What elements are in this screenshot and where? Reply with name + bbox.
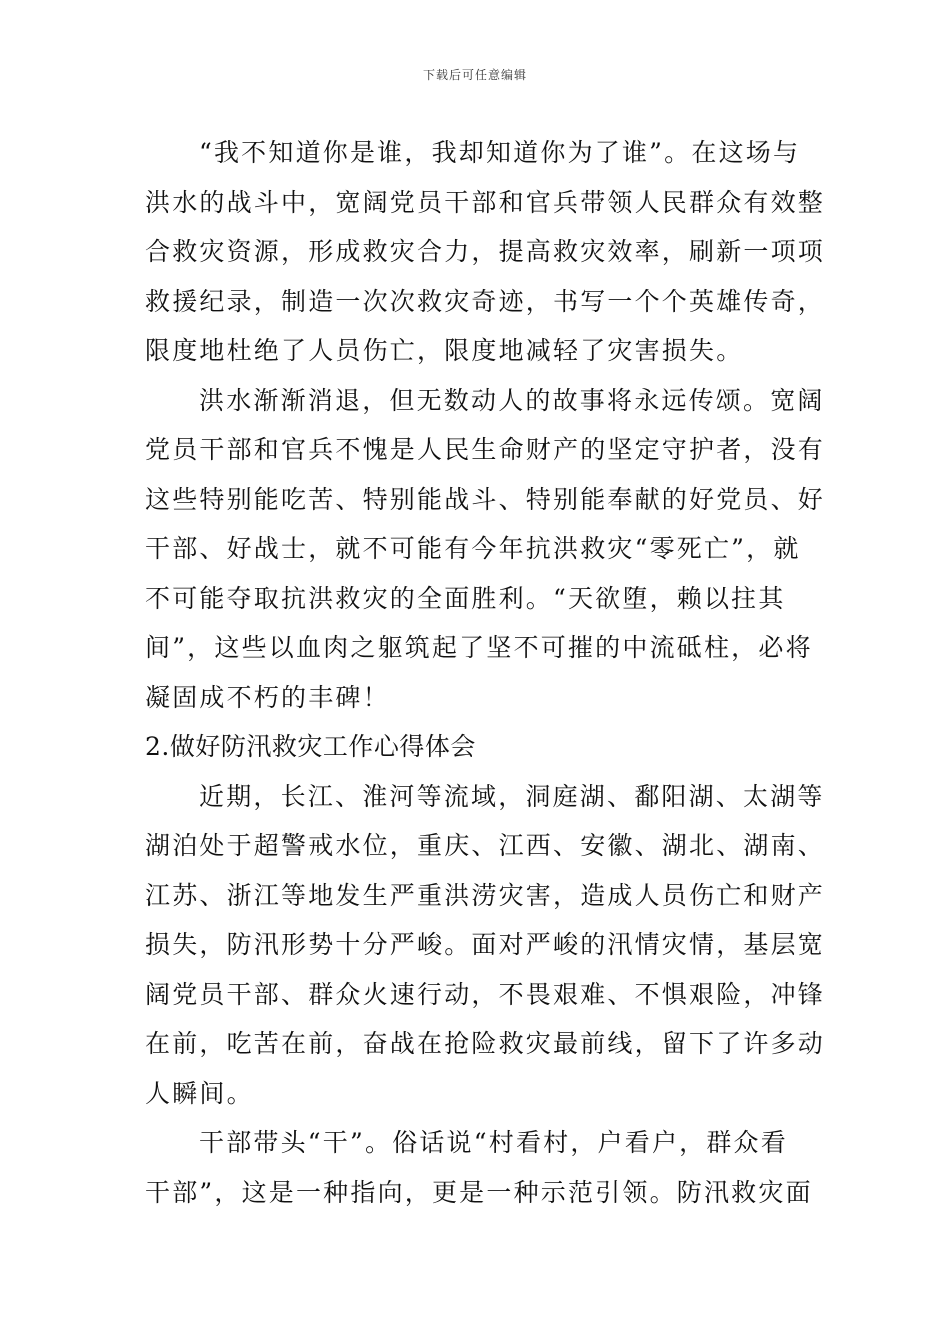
text-line: 损失，防汛形势十分严峻。面对严峻的汛情灾情，基层宽: [145, 930, 826, 959]
text-line: 人瞬间。: [145, 1078, 254, 1108]
text-line: 限度地杜绝了人员伤亡，限度地减轻了灾害损失。: [145, 336, 744, 365]
text-line: 合救灾资源，形成救灾合力，提高救灾效率，刷新一项项: [145, 237, 826, 266]
text-line: 凝固成不朽的丰碑！: [145, 682, 390, 712]
text-line: 湖泊处于超警戒水位，重庆、江西、安徽、湖北、湖南、: [145, 831, 826, 860]
text-line: 阔党员干部、群众火速行动，不畏艰难、不惧艰险，冲锋: [145, 979, 826, 1009]
section-heading: 2.做好防汛救灾工作心得体会: [145, 732, 476, 761]
text-line: 救援纪录，制造一次次救灾奇迹，书写一个个英雄传奇，: [145, 286, 826, 316]
text-line: 近期，长江、淮河等流域，洞庭湖、鄱阳湖、太湖等: [199, 781, 825, 811]
text-line: 干部、好战士，就不可能有今年抗洪救灾“零死亡”，就: [145, 534, 801, 563]
text-line: 干部带头“干”。俗话说“村看村，户看户，群众看: [199, 1128, 788, 1157]
text-line: 间”，这些以血肉之躯筑起了坚不可摧的中流砥柱，必将: [145, 633, 813, 662]
text-line: 洪水渐渐消退，但无数动人的故事将永远传颂。宽阔: [199, 385, 825, 415]
header-note: 下载后可任意编辑: [422, 68, 527, 82]
text-line: 这些特别能吃苦、特别能战斗、特别能奉献的好党员、好: [145, 484, 826, 514]
text-line: 洪水的战斗中，宽阔党员干部和官兵带领人民群众有效整: [145, 187, 826, 217]
text-line: 不可能夺取抗洪救灾的全面胜利。“天欲堕，赖以拄其: [145, 583, 786, 613]
text-line: 党员干部和官兵不愧是人民生命财产的坚定守护者，没有: [145, 435, 826, 464]
text-line: 干部”，这是一种指向，更是一种示范引领。防汛救灾面: [145, 1177, 813, 1207]
text-line: 在前，吃苦在前，奋战在抢险救灾最前线，留下了许多动: [145, 1029, 826, 1058]
text-line: “我不知道你是谁，我却知道你为了谁”。在这场与: [199, 138, 801, 167]
text-line: 江苏、浙江等地发生严重洪涝灾害，造成人员伤亡和财产: [145, 880, 826, 910]
document-body: [145, 128, 826, 1217]
